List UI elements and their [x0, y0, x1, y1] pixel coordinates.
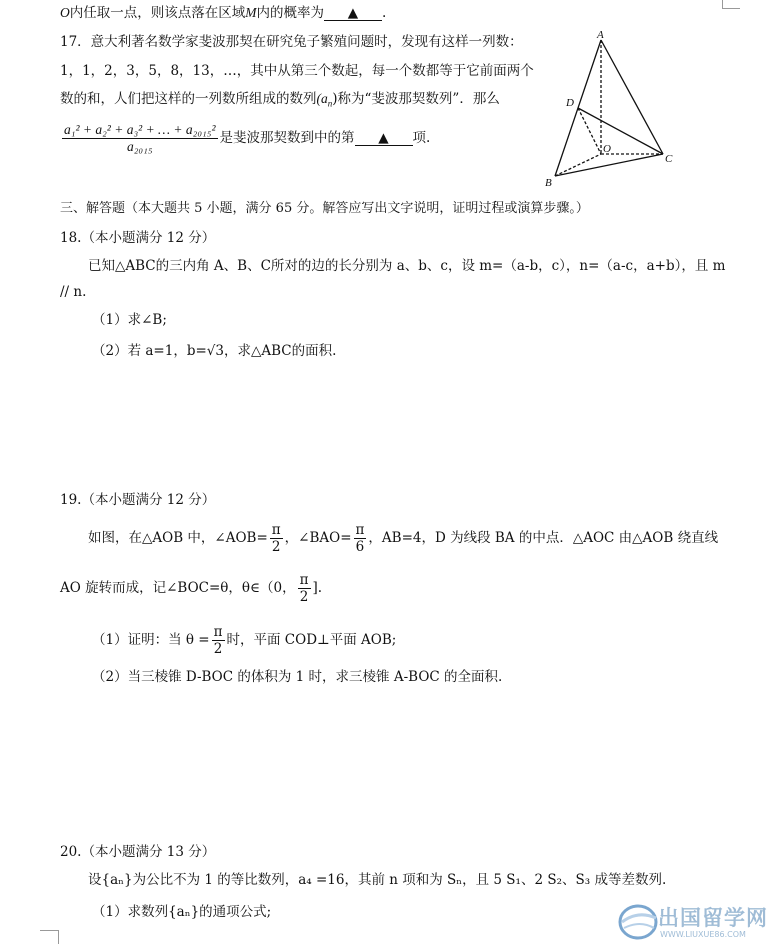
label-B: B: [545, 177, 552, 189]
label-A: A: [597, 29, 604, 41]
fibonacci-fraction: $\frac{\text{a₁² + a₂² + a₃² + … + a₂₀₁₅²}}{\text{a₂₀₁₅}}$: [64, 122, 216, 154]
q20-part1: （1）求数列{aₙ}的通项公式;: [92, 904, 272, 920]
q17-line1: 17．意大利著名数学家斐波那契在研究兔子繁殖问题时，发现有这样一列数：: [60, 34, 523, 50]
q19-part1: （1）证明：当 θ = $\frac{\pi}{2}$ 时，平面 COD⊥平面 AOB;: [92, 624, 397, 657]
corner-mark: [58, 930, 59, 944]
answer-blank[interactable]: ▲: [355, 131, 413, 146]
globe-icon: [618, 902, 662, 942]
q17-line4: $\frac{\text{a₁² + a₂² + a₃² + … + a₂₀₁₅²}}{\text{a₂₀₁₅}}$ 是斐波那契数到中的第 ▲ 项.: [64, 122, 431, 154]
section-title: 三、解答题（本大题共 5 小题，满分 65 分。解答应写出文字说明，证明过程或演算步骤。）: [60, 201, 589, 216]
answer-blank[interactable]: ▲: [324, 6, 382, 21]
edge-BC: [555, 154, 663, 176]
q18-part2: （2）若 a=1，b=√3，求△ABC的面积.: [92, 343, 337, 359]
watermark-text: 出国留学网: [658, 906, 768, 930]
q19-stem-line1: 如图，在△AOB 中，∠AOB= $\frac{\pi}{2}$ ，∠BAO= $\frac{\pi}{6}$ ，AB=4，D 为线段 BA 的中点．△AOC 由△AOB 绕直线: [88, 522, 719, 555]
label-C: C: [665, 153, 673, 165]
q19-header: 19.（本小题满分 12 分）: [60, 492, 216, 508]
q17-line2: 1，1，2，3，5，8，13，…，其中从第三个数起，每一个数都等于它前面两个: [60, 63, 534, 79]
corner-mark: [722, 8, 740, 9]
q18-part1: （1）求∠B;: [92, 312, 167, 328]
q18-header: 18.（本小题满分 12 分）: [60, 230, 216, 246]
corner-mark: [722, 0, 723, 8]
label-D: D: [566, 97, 574, 109]
pyramid-figure: [535, 28, 685, 193]
q19-part2: （2）当三棱锥 D-BOC 的体积为 1 时，求三棱锥 A-BOC 的全面积.: [92, 669, 503, 685]
q18-stem: 已知△ABC的三内角 A、B、C所对的边的长分别为 a、b、c，设 m=（a-b，c），n=（a-c，a+b），且 m: [88, 258, 726, 274]
q18-stem-cont: // n.: [60, 284, 87, 300]
watermark-url: WWW.LIUXUE86.COM: [660, 930, 746, 939]
corner-mark: [40, 930, 58, 931]
q20-header: 20.（本小题满分 13 分）: [60, 844, 216, 860]
probability-line: O内任取一点，则该点落在区域M内的概率为 ▲ .: [60, 5, 387, 21]
q17-line3: 数的和，人们把这样的一列数所组成的数列$(a_n)$称为“斐波那契数列”．那么: [60, 91, 500, 109]
q19-stem-line2: AO 旋转而成，记∠BOC=θ，θ∈（0， $\frac{\pi}{2}$ ].: [60, 572, 323, 605]
q20-stem: 设{aₙ}为公比不为 1 的等比数列，a₄ =16，其前 n 项和为 Sₙ，且 5 S₁、2 S₂、S₃ 成等差数列.: [88, 872, 667, 888]
label-O: O: [603, 143, 611, 155]
watermark-logo: [618, 900, 778, 944]
